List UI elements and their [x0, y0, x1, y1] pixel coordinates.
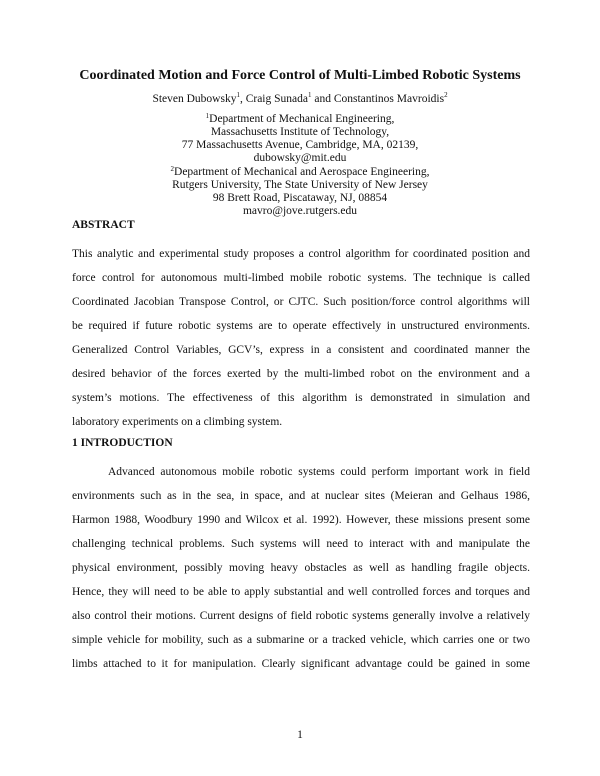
- author-affiliation-marker: 2: [444, 91, 448, 99]
- author-name: Steven Dubowsky: [152, 93, 237, 105]
- author-affiliation-marker: 1: [307, 91, 312, 99]
- abstract-paragraph: [72, 242, 530, 434]
- text-line: Coordinated Jacobian Transpose Control, or CJTC. Such position/force control algorithms will: [72, 296, 530, 308]
- text-line: challenging technical problems. Such systems will need to interact with and manipulate the: [72, 538, 530, 550]
- affiliation-block: [0, 110, 600, 165]
- text-line: environments such as in the sea, in space, and at nuclear sites (Meieran and Gelhaus 1986,: [72, 490, 530, 502]
- text-line: Generalized Control Variables, GCV’s, express in a consistent and coordinated manner the: [72, 344, 530, 356]
- introduction-heading: 1 INTRODUCTION: [72, 437, 173, 449]
- text-line: physical environment, possibly moving heavy obstacles as well as handling fragile objects.: [72, 562, 530, 574]
- author-name: Craig Sunada: [245, 93, 308, 105]
- text-line: Advanced autonomous mobile robotic systems could perform important work in field: [108, 466, 530, 478]
- text-line: also control their motions. Current designs of field robotic systems generally involve a relatively: [72, 610, 530, 622]
- paper-title: Coordinated Motion and Force Control of Multi-Limbed Robotic Systems: [79, 68, 521, 83]
- affiliation-line: [0, 110, 600, 126]
- introduction-paragraph: [72, 460, 530, 676]
- author-separator: and: [311, 93, 334, 105]
- text-line: system’s motions. The effectiveness of this algorithm is demonstrated in simulation and: [72, 392, 530, 404]
- affiliation-department: Department of Mechanical Engineering,: [209, 113, 395, 125]
- text-line: Harmon 1988, Woodbury 1990 and Wilcox et al. 1992). However, these missions present some: [72, 514, 530, 526]
- text-line: Hence, they will need to be able to apply substantial and well controlled forces and torques and: [72, 586, 530, 598]
- text-line: be required if future robotic systems are to operate effectively in unstructured environments.: [72, 320, 530, 332]
- affiliation-department: Department of Mechanical and Aerospace Engineering,: [174, 166, 430, 178]
- text-line: simple vehicle for mobility, such as a submarine or a tracked vehicle, which carries one or two: [72, 634, 530, 646]
- text-line: force control for autonomous multi-limbed mobile robotic systems. The technique is called: [72, 272, 530, 284]
- author-affiliation-marker: 1: [236, 91, 240, 99]
- affiliation-line: Rutgers University, The State University of New Jersey: [172, 179, 428, 191]
- author-name: Constantinos Mavroidis: [333, 93, 445, 105]
- affiliation-line: [0, 163, 600, 179]
- page-number: 1: [297, 729, 303, 741]
- affiliation-line: 77 Massachusetts Avenue, Cambridge, MA, 02139,: [181, 139, 419, 151]
- affiliation-email: dubowsky@mit.edu: [253, 152, 347, 164]
- text-line: limbs attached to it for manipulation. Clearly significant advantage could be gained in some: [72, 658, 530, 670]
- text-line: desired behavior of the forces exerted by the multi-limbed robot on the environment and a: [72, 368, 530, 380]
- affiliation-marker: 1: [205, 112, 210, 120]
- abstract-heading: ABSTRACT: [72, 219, 135, 231]
- affiliation-line: 98 Brett Road, Piscataway, NJ, 08854: [212, 192, 388, 204]
- affiliation-email: mavro@jove.rutgers.edu: [242, 205, 358, 217]
- affiliation-marker: 2: [170, 165, 175, 173]
- affiliation-line: Massachusetts Institute of Technology,: [210, 126, 390, 138]
- text-line: laboratory experiments on a climbing system.: [72, 416, 283, 428]
- author-list: [0, 91, 600, 105]
- author-separator: ,: [239, 93, 246, 105]
- affiliation-block: [0, 163, 600, 218]
- text-line: This analytic and experimental study proposes a control algorithm for coordinated position and: [72, 248, 530, 260]
